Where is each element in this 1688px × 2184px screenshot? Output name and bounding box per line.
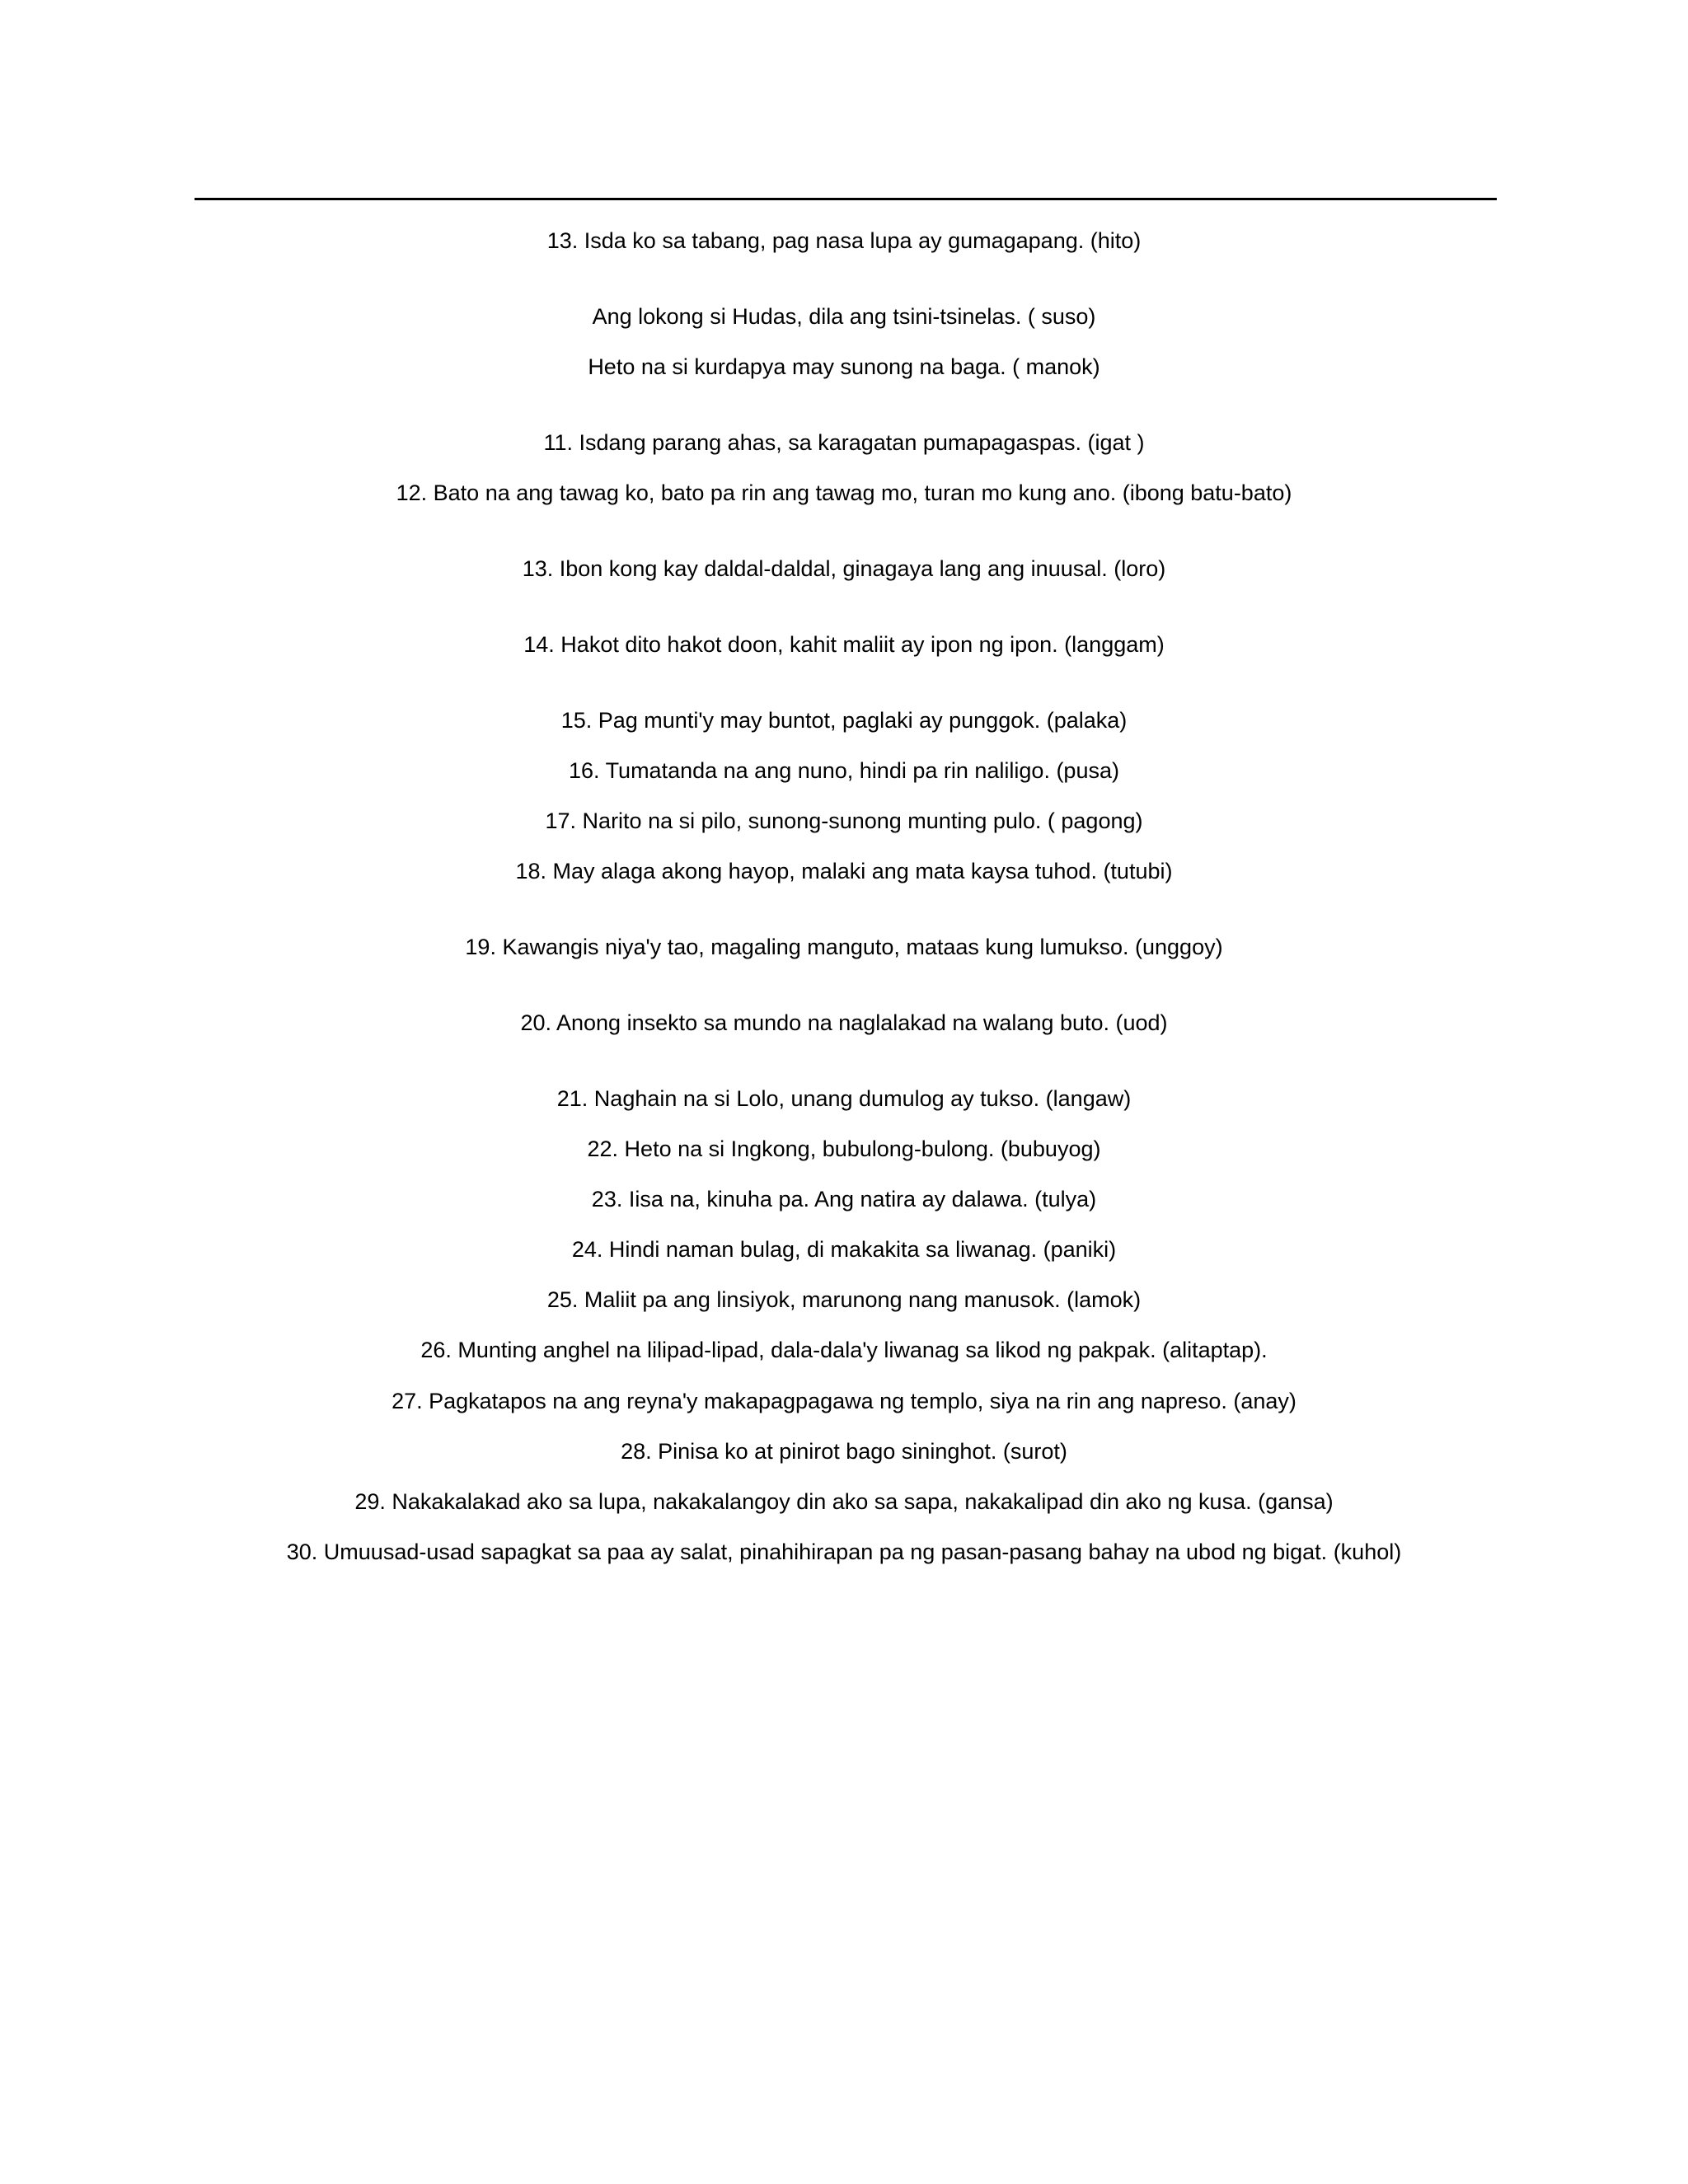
riddle-line: 30. Umuusad-usad sapagkat sa paa ay salat, pinahihirapan pa ng pasan-pasang bahay na ubod ng bigat. (kuhol)	[286, 1540, 1402, 1564]
riddle-line: 23. Iisa na, kinuha pa. Ang natira ay dalawa. (tulya)	[591, 1187, 1097, 1212]
riddle-line: 16. Tumatanda na ang nuno, hindi pa rin naliligo. (pusa)	[569, 758, 1119, 783]
riddle-line: 11. Isdang parang ahas, sa karagatan pumapagaspas. (igat )	[543, 430, 1145, 455]
riddle-line: 22. Heto na si Ingkong, bubulong-bulong. (bubuyog)	[587, 1137, 1101, 1161]
riddle-line: 14. Hakot dito hakot doon, kahit maliit ay ipon ng ipon. (langgam)	[523, 632, 1165, 657]
riddle-line: 21. Naghain na si Lolo, unang dumulog ay tukso. (langaw)	[556, 1086, 1132, 1111]
riddle-line: 25. Maliit pa ang linsiyok, marunong nang manusok. (lamok)	[546, 1287, 1142, 1312]
riddle-line: 19. Kawangis niya'y tao, magaling manguto, mataas kung lumukso. (unggoy)	[465, 935, 1223, 959]
riddle-line: 13. Ibon kong kay daldal-daldal, ginagaya lang ang inuusal. (loro)	[522, 556, 1166, 581]
riddle-line: 17. Narito na si pilo, sunong-sunong munting pulo. ( pagong)	[545, 808, 1143, 833]
riddle-line: 28. Pinisa ko at pinirot bago sininghot. (surot)	[621, 1439, 1067, 1464]
riddle-line: 13. Isda ko sa tabang, pag nasa lupa ay gumagapang. (hito)	[546, 228, 1142, 253]
riddle-line: 29. Nakakalakad ako sa lupa, nakakalangoy din ako sa sapa, nakakalipad din ako ng kusa. (gansa)	[354, 1489, 1334, 1514]
riddle-line: 15. Pag munti'y may buntot, paglaki ay punggok. (palaka)	[560, 708, 1128, 733]
riddle-line: Heto na si kurdapya may sunong na baga. ( manok)	[588, 354, 1100, 379]
riddle-line: 12. Bato na ang tawag ko, bato pa rin ang tawag mo, turan mo kung ano. (ibong batu-bato)	[396, 480, 1292, 505]
riddle-line: Ang lokong si Hudas, dila ang tsini-tsinelas. ( suso)	[592, 304, 1096, 329]
riddle-line: 26. Munting anghel na lilipad-lipad, dala-dala'y liwanag sa likod ng pakpak. (alitaptap).	[420, 1338, 1268, 1362]
riddle-line: 24. Hindi naman bulag, di makakita sa liwanag. (paniki)	[571, 1237, 1117, 1262]
riddle-line: 18. May alaga akong hayop, malaki ang mata kaysa tuhod. (tutubi)	[515, 859, 1173, 883]
riddle-line: 27. Pagkatapos na ang reyna'y makapagpagawa ng templo, siya na rin ang napreso. (anay)	[392, 1389, 1296, 1413]
riddle-line: 20. Anong insekto sa mundo na naglalakad na walang buto. (uod)	[520, 1010, 1168, 1035]
